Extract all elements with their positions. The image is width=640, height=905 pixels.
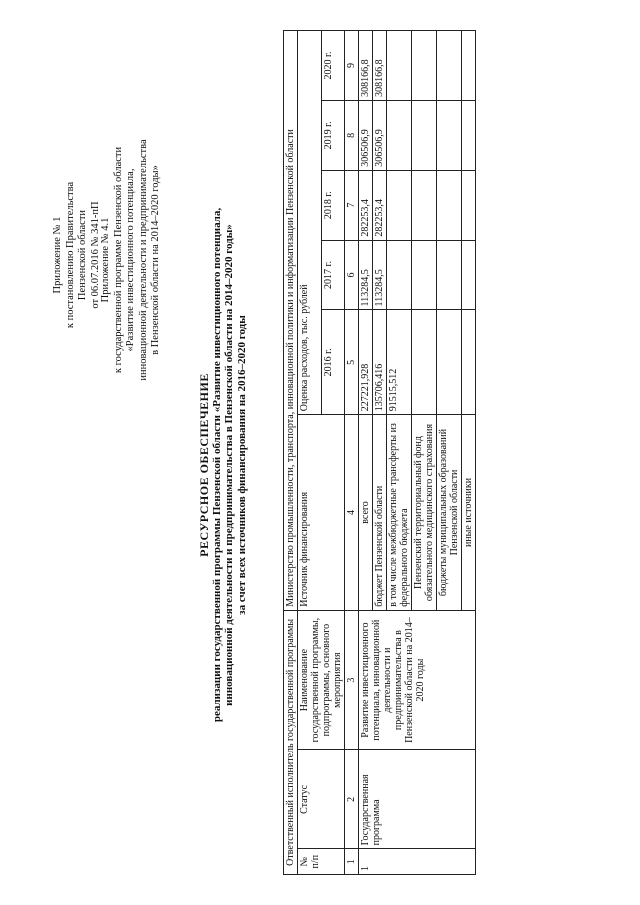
value-2020 [437,31,462,101]
year-header: 2017 г. [321,240,345,310]
col-number: 9 [345,31,359,101]
value-2020: 308166,8 [359,31,373,101]
year-header: 2019 г. [321,100,345,170]
appendix-1-header [52,125,102,385]
source-header: Источник финансирования [298,415,345,611]
ministry-cell: Министерство промышленности, транспорта, инновационной политики и информатизации Пензенской области [284,31,298,611]
value-2019 [387,100,412,170]
document-title [198,85,248,845]
value-2018 [437,170,462,240]
value-2018 [462,170,476,240]
col-number: 5 [345,310,359,415]
source-label: иные источники [462,415,476,611]
name-header: Наименование государственной программы, подпрограммы, основного мероприятия [298,610,345,750]
value-2017 [437,240,462,310]
col-number: 3 [345,610,359,750]
value-2016: 91515,512 [387,310,412,415]
value-2019 [412,100,437,170]
source-label: Пензенский территориальный фонд обязательного медицинского страхования [412,415,437,611]
value-2019: 306506,9 [359,100,373,170]
value-2019: 306506,9 [373,100,387,170]
estimate-header: Оценка расходов, тыс. рублей [298,31,322,415]
appendix-2-line: к государственной программе Пензенской области [112,146,124,374]
value-2018: 282253,4 [359,170,373,240]
title-line: реализации государственной программы Пензенской области «Развитие инвестиционного потенциала, [210,207,223,723]
header-row [298,31,322,875]
source-label: бюджеты муниципальных образований Пензенской области [437,415,462,611]
executor-header: Ответственный исполнитель государственной программы [284,610,298,874]
appendix-1-line: к постановлению Правительства [64,181,76,329]
value-2016 [462,310,476,415]
appendix-2-line: «Развитие инвестиционного потенциала, [125,168,136,352]
value-2017: 113284,5 [359,240,373,310]
appendix-2-line: инновационной деятельности и предпринимательства [137,139,149,381]
program-name: Развитие инвестиционного потенциала, инновационной деятельности и предпринимательства в Пензенской области на 2014–2020 годы [359,610,476,750]
value-2020: 308166,8 [373,31,387,101]
row-number: 1 [359,849,476,875]
value-2016: 135706,416 [373,310,387,415]
resource-table [283,30,476,875]
value-2017 [412,240,437,310]
status-header: Статус [298,750,345,849]
value-2020 [387,31,412,101]
num-header: № п/п [298,849,345,875]
value-2017 [387,240,412,310]
title-main: РЕСУРСНОЕ ОБЕСПЕЧЕНИЕ [197,373,211,557]
year-header: 2018 г. [321,170,345,240]
value-2018 [387,170,412,240]
value-2019 [462,100,476,170]
title-line: за счет всех источников финансирования на 2016–2020 годы [235,315,248,615]
value-2017: 113284,5 [373,240,387,310]
col-number: 8 [345,100,359,170]
col-number: 1 [345,849,359,875]
appendix-1-line: от 06.07.2016 № 341-пП [89,201,101,309]
value-2016 [437,310,462,415]
value-2018: 282253,4 [373,170,387,240]
year-header: 2016 г. [321,310,345,415]
value-2019 [437,100,462,170]
table-row [359,31,373,875]
column-numbers-row [345,31,359,875]
appendix-1-line: Пензенской области [77,209,88,301]
value-2020 [412,31,437,101]
appendix-2-line: Приложение № 4.1 [100,217,111,303]
source-label: бюджет Пензенской области [373,415,387,611]
value-2020 [462,31,476,101]
col-number: 7 [345,170,359,240]
title-line: инновационной деятельности и предпринимательства в Пензенской области на 2014–2020 годы» [223,224,235,706]
col-number: 4 [345,415,359,611]
appendix-2-line: в Пензенской области на 2014–2020 годы» [150,165,161,355]
executor-row [284,31,298,875]
appendix-4-1-header [100,95,163,425]
value-2017 [462,240,476,310]
value-2018 [412,170,437,240]
value-2016 [412,310,437,415]
col-number: 6 [345,240,359,310]
appendix-1-line: Приложение № 1 [52,216,63,294]
row-status: Государственная программа [359,750,476,849]
year-header: 2020 г. [321,31,345,101]
source-label: всего [359,415,373,611]
source-label: в том числе межбюджетные трансферты из федерального бюджета [387,415,412,611]
value-2016: 227221,928 [359,310,373,415]
col-number: 2 [345,750,359,849]
